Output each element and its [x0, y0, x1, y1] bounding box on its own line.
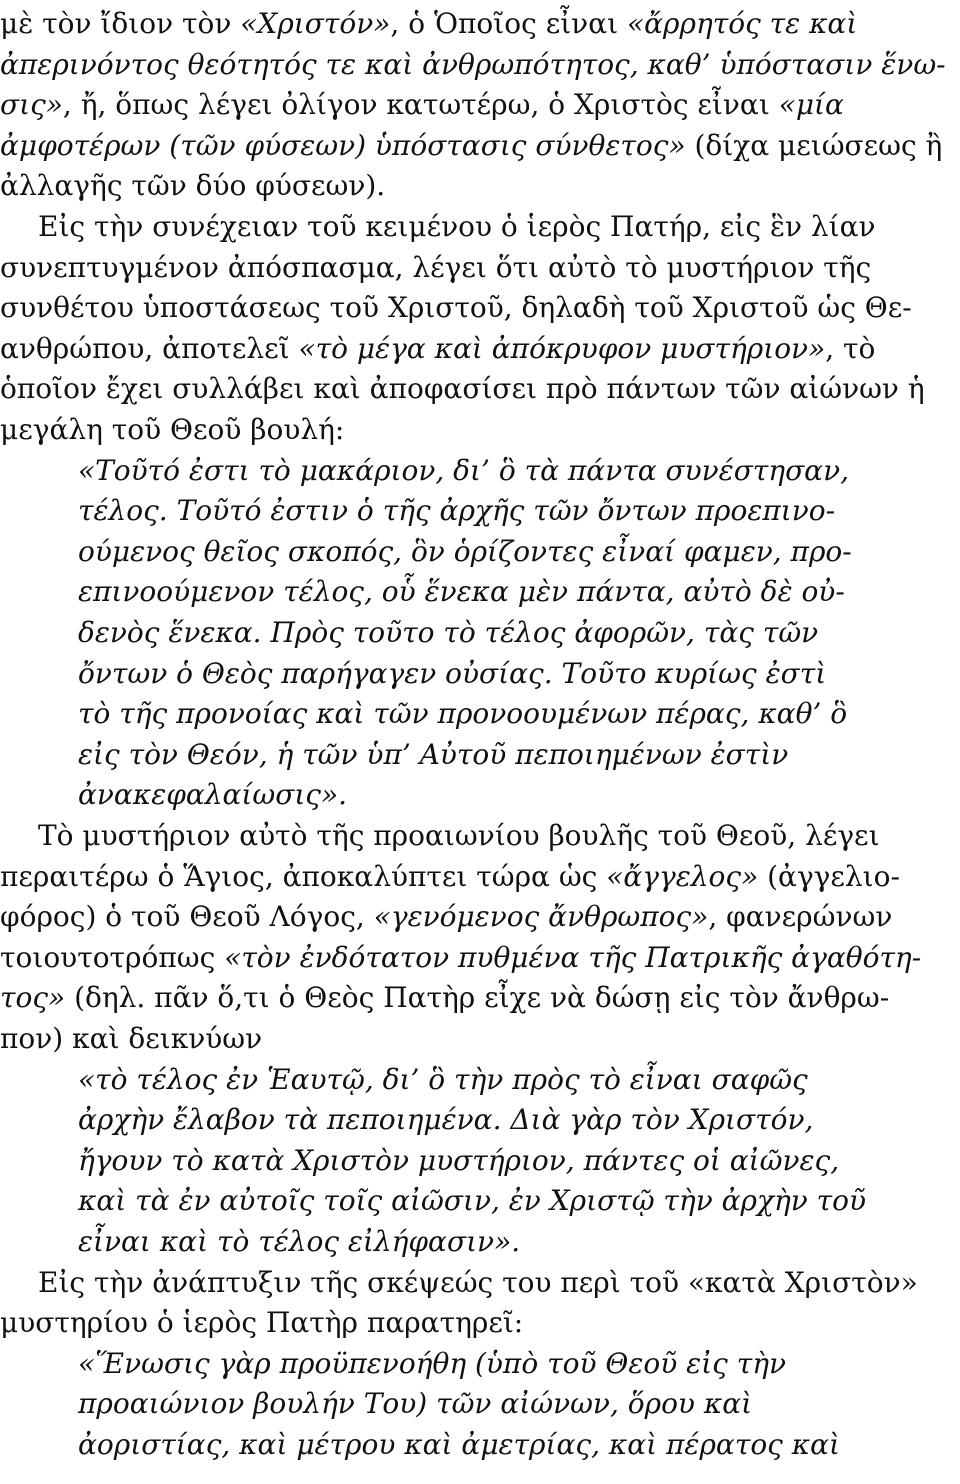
italic-quote-text: ἀοριστίας, καὶ μέτρου καὶ ἀμετρίας, καὶ πέρατος καὶ	[78, 1428, 841, 1461]
italic-quote-text: ἀνακεφαλαίωσις».	[78, 778, 348, 812]
italic-quote-text: εἰς τὸν Θεόν, ἡ τῶν ὑπ’ Αὐτοῦ πεποιημένων ἐστὶν	[78, 737, 789, 771]
italic-quote-text: «τὸν ἐνδότατον πυθμένα τῆς Πατρικῆς ἀγαθότη-	[224, 940, 922, 974]
body-text: μεγάλη τοῦ Θεοῦ βουλή:	[0, 413, 345, 446]
italic-quote-text: «μία	[778, 88, 844, 122]
text-line	[0, 248, 871, 288]
italic-quote-text: «Χριστόν»	[240, 7, 391, 40]
quote-line	[78, 1181, 866, 1221]
body-text: Τὸ μυστήριον αὐτὸ τῆς προαιωνίου βουλῆς τοῦ Θεοῦ, λέγει	[38, 819, 880, 852]
italic-quote-text: τος»	[0, 981, 66, 1015]
text-line	[38, 1263, 918, 1303]
italic-quote-text: δενὸς ἕνεκα. Πρὸς τοῦτο τὸ τέλος ἀφορῶν, τὰς τῶν	[78, 616, 819, 649]
italic-quote-text: «Ἕνωσις γὰρ προϋπενοήθη (ὑπὸ τοῦ Θεοῦ εἰς τὴν	[78, 1346, 786, 1380]
body-text: συνεπτυγμένον ἀπόσπασμα, λέγει ὅτι αὐτὸ τὸ μυστήριον τῆς	[0, 250, 872, 284]
quote-line	[78, 532, 852, 572]
quote-line	[78, 613, 818, 653]
italic-quote-text: εἶναι καὶ τὸ τέλος εἰλήφασιν».	[78, 1225, 521, 1258]
body-text: Εἰς τὴν ἀνάπτυξιν τῆς σκέψεώς του περὶ τοῦ «κατὰ Χριστὸν»	[38, 1265, 918, 1299]
quote-line	[78, 572, 845, 612]
italic-quote-text: ὄντων ὁ Θεὸς παρήγαγεν οὐσίας. Τοῦτο κυρίως ἐστὶ	[78, 656, 827, 690]
italic-quote-text: ἤγουν τὸ κατὰ Χριστὸν μυστήριον, πάντες οἱ αἰῶνες,	[78, 1143, 840, 1177]
italic-quote-text: ούμενος θεῖος σκοπός, ὃν ὁρίζοντες εἶναί φαμεν, προ-	[78, 534, 852, 568]
body-text: , ἤ, ὅπως λέγει ὀλίγον κατωτέρω, ὁ Χριστὸς εἶναι	[62, 88, 779, 122]
text-line	[0, 329, 875, 369]
italic-quote-text: προαιώνιον βουλήν Του) τῶν αἰώνων, ὅρου καὶ	[78, 1387, 753, 1421]
body-text: περαιτέρω ὁ Ἅγιος, ἀποκαλύπτει τώρα ὡς	[0, 859, 607, 893]
body-text: , ὁ Ὁποῖος εἶναι	[390, 7, 627, 40]
body-text: , φανερώνων	[708, 900, 893, 934]
body-text: ὁποῖον ἔχει συλλάβει καὶ ἀποφασίσει πρὸ πάντων τῶν αἰώνων ἡ	[0, 372, 925, 406]
body-text: πον) καὶ δεικνύων	[0, 1022, 263, 1055]
quote-line	[78, 1100, 813, 1140]
quote-line	[78, 735, 788, 775]
italic-quote-text: καὶ τὰ ἐν αὐτοῖς τοῖς αἰῶσιν, ἐν Χριστῷ τὴν ἀρχὴν τοῦ	[78, 1184, 867, 1218]
quote-line	[78, 1344, 786, 1384]
body-text: ανθρώπου, ἀποτελεῖ	[0, 331, 299, 365]
text-line	[0, 45, 946, 85]
quote-line	[78, 654, 826, 694]
text-line	[0, 410, 344, 450]
quote-line	[78, 491, 835, 531]
italic-quote-text: ἀπερινόντος θεότητός τε καὶ ἀνθρωπότητος, καθ’ ὑπόστασιν ἕνω-	[0, 47, 946, 81]
italic-quote-text: «τὸ μέγα καὶ ἀπόκρυφον μυστήριον»	[298, 331, 826, 365]
body-text: ἀλλαγῆς τῶν δύο φύσεων).	[0, 169, 386, 203]
body-text: μὲ τὸν ἴδιον τὸν	[0, 7, 241, 40]
quote-line	[78, 775, 347, 815]
text-line	[0, 1303, 523, 1343]
text-line	[0, 126, 942, 166]
text-line	[0, 1019, 262, 1059]
body-text: τοιουτοτρόπως	[0, 940, 225, 974]
text-line	[0, 166, 385, 206]
italic-quote-text: τέλος. Τοῦτό ἐστιν ὁ τῆς ἀρχῆς τῶν ὄντων προεπινο-	[78, 494, 836, 528]
text-line	[0, 85, 844, 125]
body-text: συνθέτου ὑποστάσεως τοῦ Χριστοῦ, δηλαδὴ τοῦ Χριστοῦ ὡς Θε-	[0, 291, 912, 325]
italic-quote-text: «γενόμενος ἄνθρωπος»	[373, 900, 709, 934]
italic-quote-text: τὸ τῆς προνοίας καὶ τῶν προνοουμένων πέρας, καθ’ ὃ	[78, 697, 848, 731]
text-line	[0, 978, 889, 1018]
italic-quote-text: «ἄρρητός τε καὶ	[626, 7, 858, 40]
body-text: μυστηρίου ὁ ἱερὸς Πατὴρ παρατηρεῖ:	[0, 1306, 524, 1340]
quote-line	[78, 1384, 752, 1424]
italic-quote-text: «ἄγγελος»	[606, 859, 759, 893]
body-text: (δηλ. πᾶν ὅ,τι ὁ Θεὸς Πατὴρ εἶχε νὰ δώσῃ εἰς τὸν ἄνθρω-	[65, 981, 890, 1015]
italic-quote-text: «Τοῦτό ἐστι τὸ μακάριον, δι’ ὃ τὰ πάντα συνέστησαν,	[78, 453, 850, 487]
text-line	[0, 369, 925, 409]
italic-quote-text: επινοούμενον τέλος, οὗ ἕνεκα μὲν πάντα, αὐτὸ δὲ οὐ-	[78, 575, 845, 609]
italic-quote-text: ἀμφοτέρων (τῶν φύσεων) ὑπόστασις σύνθετος»	[0, 128, 686, 162]
quote-line	[78, 1425, 840, 1465]
quote-line	[78, 451, 849, 491]
body-text: (ἀγγελιο-	[758, 859, 900, 893]
text-line	[0, 857, 900, 897]
quote-line	[78, 694, 847, 734]
quote-line	[78, 1141, 839, 1181]
body-text: , τὸ	[825, 331, 876, 365]
text-line	[0, 938, 921, 978]
italic-quote-text: «τὸ τέλος ἐν Ἑαυτῷ, δι’ ὃ τὴν πρὸς τὸ εἶναι σαφῶς	[78, 1062, 808, 1096]
text-line	[0, 4, 857, 44]
text-line	[0, 897, 892, 937]
quote-line	[78, 1060, 808, 1100]
text-line	[38, 816, 880, 856]
text-line	[0, 288, 912, 328]
italic-quote-text: σις»	[0, 88, 63, 122]
text-line	[38, 207, 876, 247]
body-text: Εἰς τὴν συνέχειαν τοῦ κειμένου ὁ ἱερὸς Πατήρ, εἰς ἓν λίαν	[38, 210, 876, 243]
italic-quote-text: ἀρχὴν ἔλαβον τὰ πεποιημένα. Διὰ γὰρ τὸν Χριστόν,	[78, 1103, 814, 1137]
quote-line	[78, 1222, 520, 1262]
body-text: φόρος) ὁ τοῦ Θεοῦ Λόγος,	[0, 900, 374, 934]
body-text: (δίχα μειώσεως ἢ	[685, 128, 943, 162]
